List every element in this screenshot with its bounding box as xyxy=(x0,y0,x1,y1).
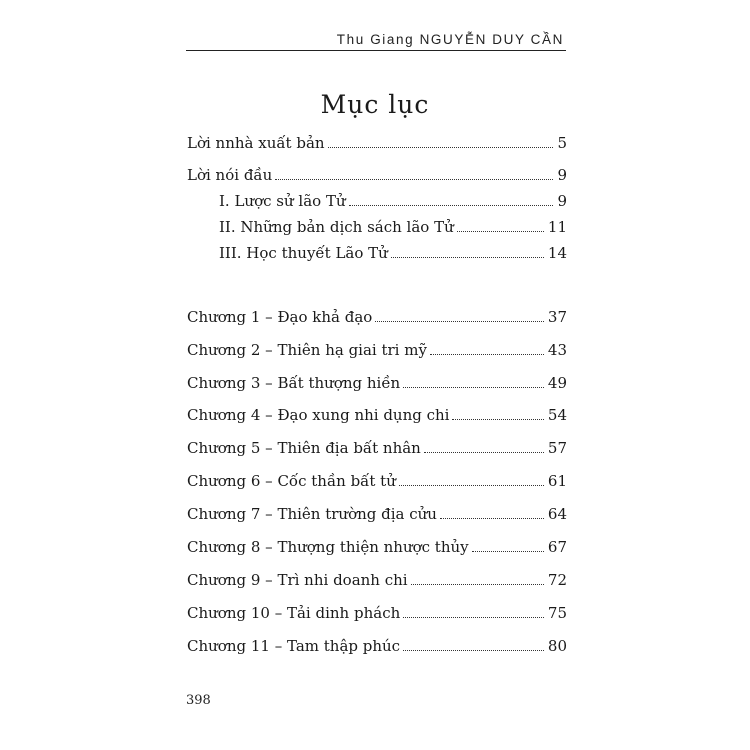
toc-entry-page: 37 xyxy=(547,308,567,326)
toc-entry-page: 9 xyxy=(557,192,567,210)
toc-entry-chapter-5 xyxy=(187,438,567,458)
toc-entry-page: 75 xyxy=(547,604,567,622)
dot-leader xyxy=(424,452,544,453)
toc-entry-chapter-9 xyxy=(187,570,567,590)
toc-entry-title: Chương 4 – Đạo xung nhi dụng chi xyxy=(187,406,450,424)
dot-leader xyxy=(452,419,543,420)
toc-entry-page: 5 xyxy=(557,134,567,152)
toc-entry-title: Chương 1 – Đạo khả đạo xyxy=(187,308,373,326)
toc-entry-page: 54 xyxy=(547,406,567,424)
page-number: 398 xyxy=(186,693,211,708)
toc-entry-title: Chương 10 – Tải dinh phách xyxy=(187,604,401,622)
toc-entry-preface xyxy=(187,165,567,185)
toc-entry-title: II. Những bản dịch sách lão Tử xyxy=(219,218,454,236)
dot-leader xyxy=(375,321,544,322)
toc-entry-title: Chương 6 – Cốc thần bất tử xyxy=(187,472,396,490)
dot-leader xyxy=(399,485,544,486)
toc-entry-title: Chương 7 – Thiên trường địa cửu xyxy=(187,505,437,523)
toc-entry-title: Lời nói đầu xyxy=(187,166,273,184)
dot-leader xyxy=(403,387,544,388)
dot-leader xyxy=(457,231,544,232)
toc-entry-chapter-2 xyxy=(187,340,567,360)
header-rule xyxy=(186,50,566,51)
toc-entry-page: 11 xyxy=(547,218,567,236)
toc-entry-page: 64 xyxy=(547,505,567,523)
toc-entry-title: Chương 3 – Bất thượng hiền xyxy=(187,374,401,392)
dot-leader xyxy=(403,650,544,651)
toc-entry-title: Chương 8 – Thượng thiện nhược thủy xyxy=(187,538,469,556)
toc-title: Mục lục xyxy=(320,90,430,119)
toc-entry-title: I. Lược sử lão Tử xyxy=(219,192,346,210)
toc-entry-page: 72 xyxy=(547,571,567,589)
toc-entry-page: 57 xyxy=(547,439,567,457)
dot-leader xyxy=(328,147,554,148)
toc-entry-title: Chương 2 – Thiên hạ giai tri mỹ xyxy=(187,341,427,359)
dot-leader xyxy=(275,179,553,180)
toc-entry-page: 43 xyxy=(547,341,567,359)
toc-entry-preface-section-1 xyxy=(219,191,567,211)
toc-entry-page: 9 xyxy=(557,166,567,184)
toc-entry-page: 49 xyxy=(547,374,567,392)
toc-entry-chapter-7 xyxy=(187,504,567,524)
toc-entry-title: Chương 11 – Tam thập phúc xyxy=(187,637,401,655)
toc-entry-title: Lời nnhà xuất bản xyxy=(187,134,325,152)
dot-leader xyxy=(403,617,544,618)
toc-entry-page: 80 xyxy=(547,637,567,655)
dot-leader xyxy=(472,551,544,552)
toc-entry-title: Chương 9 – Trì nhi doanh chi xyxy=(187,571,408,589)
toc-entry-chapter-10 xyxy=(187,603,567,623)
dot-leader xyxy=(411,584,544,585)
toc-entry-chapter-3 xyxy=(187,373,567,393)
dot-leader xyxy=(349,205,554,206)
toc-entry-preface-section-3 xyxy=(219,243,567,263)
toc-entry-page: 67 xyxy=(547,538,567,556)
toc-entry-title: III. Học thuyết Lão Tử xyxy=(219,244,388,262)
toc-entry-chapter-11 xyxy=(187,636,567,656)
toc-entry-chapter-8 xyxy=(187,537,567,557)
toc-entry-chapter-4 xyxy=(187,405,567,425)
toc-entry-preface-section-2 xyxy=(219,217,567,237)
running-header xyxy=(186,28,566,50)
toc-entry-page: 61 xyxy=(547,472,567,490)
toc-entry-publisher-note xyxy=(187,133,567,153)
dot-leader xyxy=(391,257,544,258)
toc-entry-chapter-1 xyxy=(187,307,567,327)
dot-leader xyxy=(430,354,544,355)
toc-entry-chapter-6 xyxy=(187,471,567,491)
toc-entry-page: 14 xyxy=(547,244,567,262)
dot-leader xyxy=(440,518,544,519)
toc-entry-title: Chương 5 – Thiên địa bất nhân xyxy=(187,439,421,457)
running-header-title: Thu Giang NGUYỄN DUY CẦN xyxy=(336,32,564,47)
